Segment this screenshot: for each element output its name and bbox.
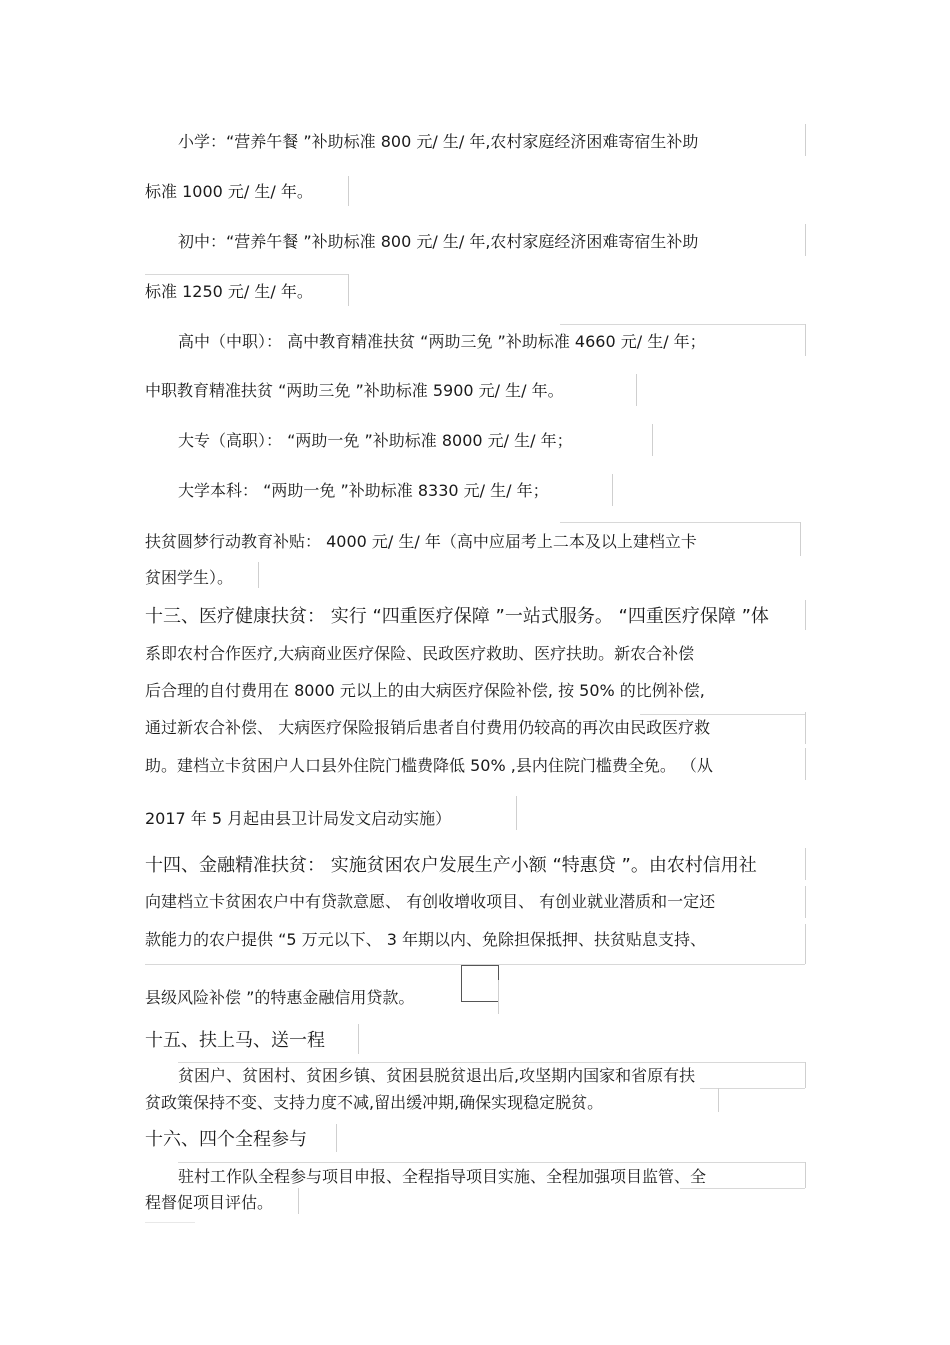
- edge-mark: [700, 1088, 805, 1089]
- edge-mark: [145, 274, 348, 275]
- edge-mark: [805, 748, 806, 780]
- text-line-junior-high: 初中：“营养午餐 ”补助标准 800 元/ 生/ 年,农村家庭经济困难寄宿生补助: [178, 232, 699, 251]
- edge-mark: [805, 600, 806, 630]
- text-line-medical-5: 2017 年 5 月起由县卫计局发文启动实施）: [145, 809, 452, 828]
- edge-mark: [612, 474, 613, 506]
- edge-mark: [680, 1188, 805, 1189]
- section-14-heading-line: 十四、金融精准扶贫： 实施贫困农户发展生产小额 “特惠贷 ”。由农村信用社: [145, 855, 757, 876]
- text-line-medical-1: 系即农村合作医疗,大病商业医疗保险、民政医疗救助、医疗扶助。新农合补偿: [145, 644, 695, 663]
- edge-mark: [258, 562, 259, 588]
- text-line-finance-1: 向建档立卡贫困农户中有贷款意愿、 有创收增收项目、 有创业就业潜质和一定还: [145, 892, 716, 911]
- text-line-senior-high: 高中（中职）： 高中教育精准扶贫 “两助三免 ”补助标准 4660 元/ 生/ 年；: [178, 332, 706, 351]
- edge-mark: [336, 1124, 337, 1152]
- edge-mark: [805, 848, 806, 880]
- edge-mark: [516, 796, 517, 830]
- section-16-heading: 十六、四个全程参与: [145, 1129, 307, 1150]
- text-line-finance-3: 县级风险补偿 ”的特惠金融信用贷款。: [145, 988, 415, 1007]
- section-15-heading: 十五、扶上马、送一程: [145, 1030, 325, 1051]
- edge-mark: [805, 1162, 806, 1188]
- edge-mark: [560, 522, 800, 523]
- edge-mark: [652, 424, 653, 456]
- text-line-participation-1: 驻村工作队全程参与项目申报、全程指导项目实施、全程加强项目监管、全: [178, 1167, 707, 1186]
- text-line-junior-high-cont: 标准 1250 元/ 生/ 年。: [145, 282, 313, 301]
- text-line-vocational: 中职教育精准扶贫 “两助三免 ”补助标准 5900 元/ 生/ 年。: [145, 381, 564, 400]
- edge-mark: [805, 124, 806, 156]
- edge-mark: [805, 924, 806, 964]
- text-line-participation-2: 程督促项目评估。: [145, 1193, 274, 1212]
- text-line-medical-2: 后合理的自付费用在 8000 元以上的由大病医疗保险补偿, 按 50% 的比例补偿,: [145, 681, 705, 700]
- edge-mark: [640, 714, 805, 715]
- edge-mark: [560, 324, 805, 325]
- edge-mark: [805, 324, 806, 356]
- edge-mark: [298, 1188, 299, 1214]
- edge-mark: [348, 176, 349, 206]
- edge-mark: [145, 1222, 195, 1223]
- edge-mark: [800, 522, 801, 556]
- edge-mark: [358, 1024, 359, 1054]
- text-line-university: 大学本科： “两助一免 ”补助标准 8330 元/ 生/ 年；: [178, 481, 549, 500]
- edge-mark: [348, 274, 349, 306]
- edge-mark: [498, 980, 499, 1014]
- text-line-medical-3: 通过新农合补偿、 大病医疗保险报销后患者自付费用仍较高的再次由民政医疗救: [145, 718, 711, 737]
- empty-checkbox: [461, 965, 499, 1002]
- text-line-primary-school: 小学：“营养午餐 ”补助标准 800 元/ 生/ 年,农村家庭经济困难寄宿生补助: [178, 132, 699, 151]
- edge-mark: [805, 1062, 806, 1088]
- text-line-college: 大专（高职）： “两助一免 ”补助标准 8000 元/ 生/ 年；: [178, 431, 573, 450]
- edge-mark: [145, 964, 805, 965]
- edge-mark: [805, 712, 806, 744]
- text-line-dream-subsidy: 扶贫圆梦行动教育补贴： 4000 元/ 生/ 年（高中应届考上二本及以上建档立卡: [145, 532, 697, 551]
- text-line-medical-4: 助。建档立卡贫困户人口县外住院门槛费降低 50% ,县内住院门槛费全免。 （从: [145, 756, 713, 775]
- edge-mark: [178, 1162, 805, 1163]
- text-line-finance-2: 款能力的农户提供 “5 万元以下、 3 年期以内、免除担保抵押、扶贫贴息支持、: [145, 930, 706, 949]
- edge-mark: [805, 224, 806, 256]
- text-line-support-1: 贫困户、贫困村、贫困乡镇、贫困县脱贫退出后,攻坚期内国家和省原有扶: [178, 1066, 696, 1085]
- text-line-primary-school-cont: 标准 1000 元/ 生/ 年。: [145, 182, 313, 201]
- edge-mark: [636, 374, 637, 406]
- text-line-support-2: 贫政策保持不变、支持力度不减,留出缓冲期,确保实现稳定脱贫。: [145, 1093, 604, 1112]
- section-13-heading-line: 十三、医疗健康扶贫： 实行 “四重医疗保障 ”一站式服务。 “四重医疗保障 ”体: [145, 606, 769, 627]
- edge-mark: [805, 886, 806, 918]
- edge-mark: [178, 1062, 805, 1063]
- text-line-dream-subsidy-cont: 贫困学生）。: [145, 568, 234, 587]
- edge-mark: [718, 1088, 719, 1112]
